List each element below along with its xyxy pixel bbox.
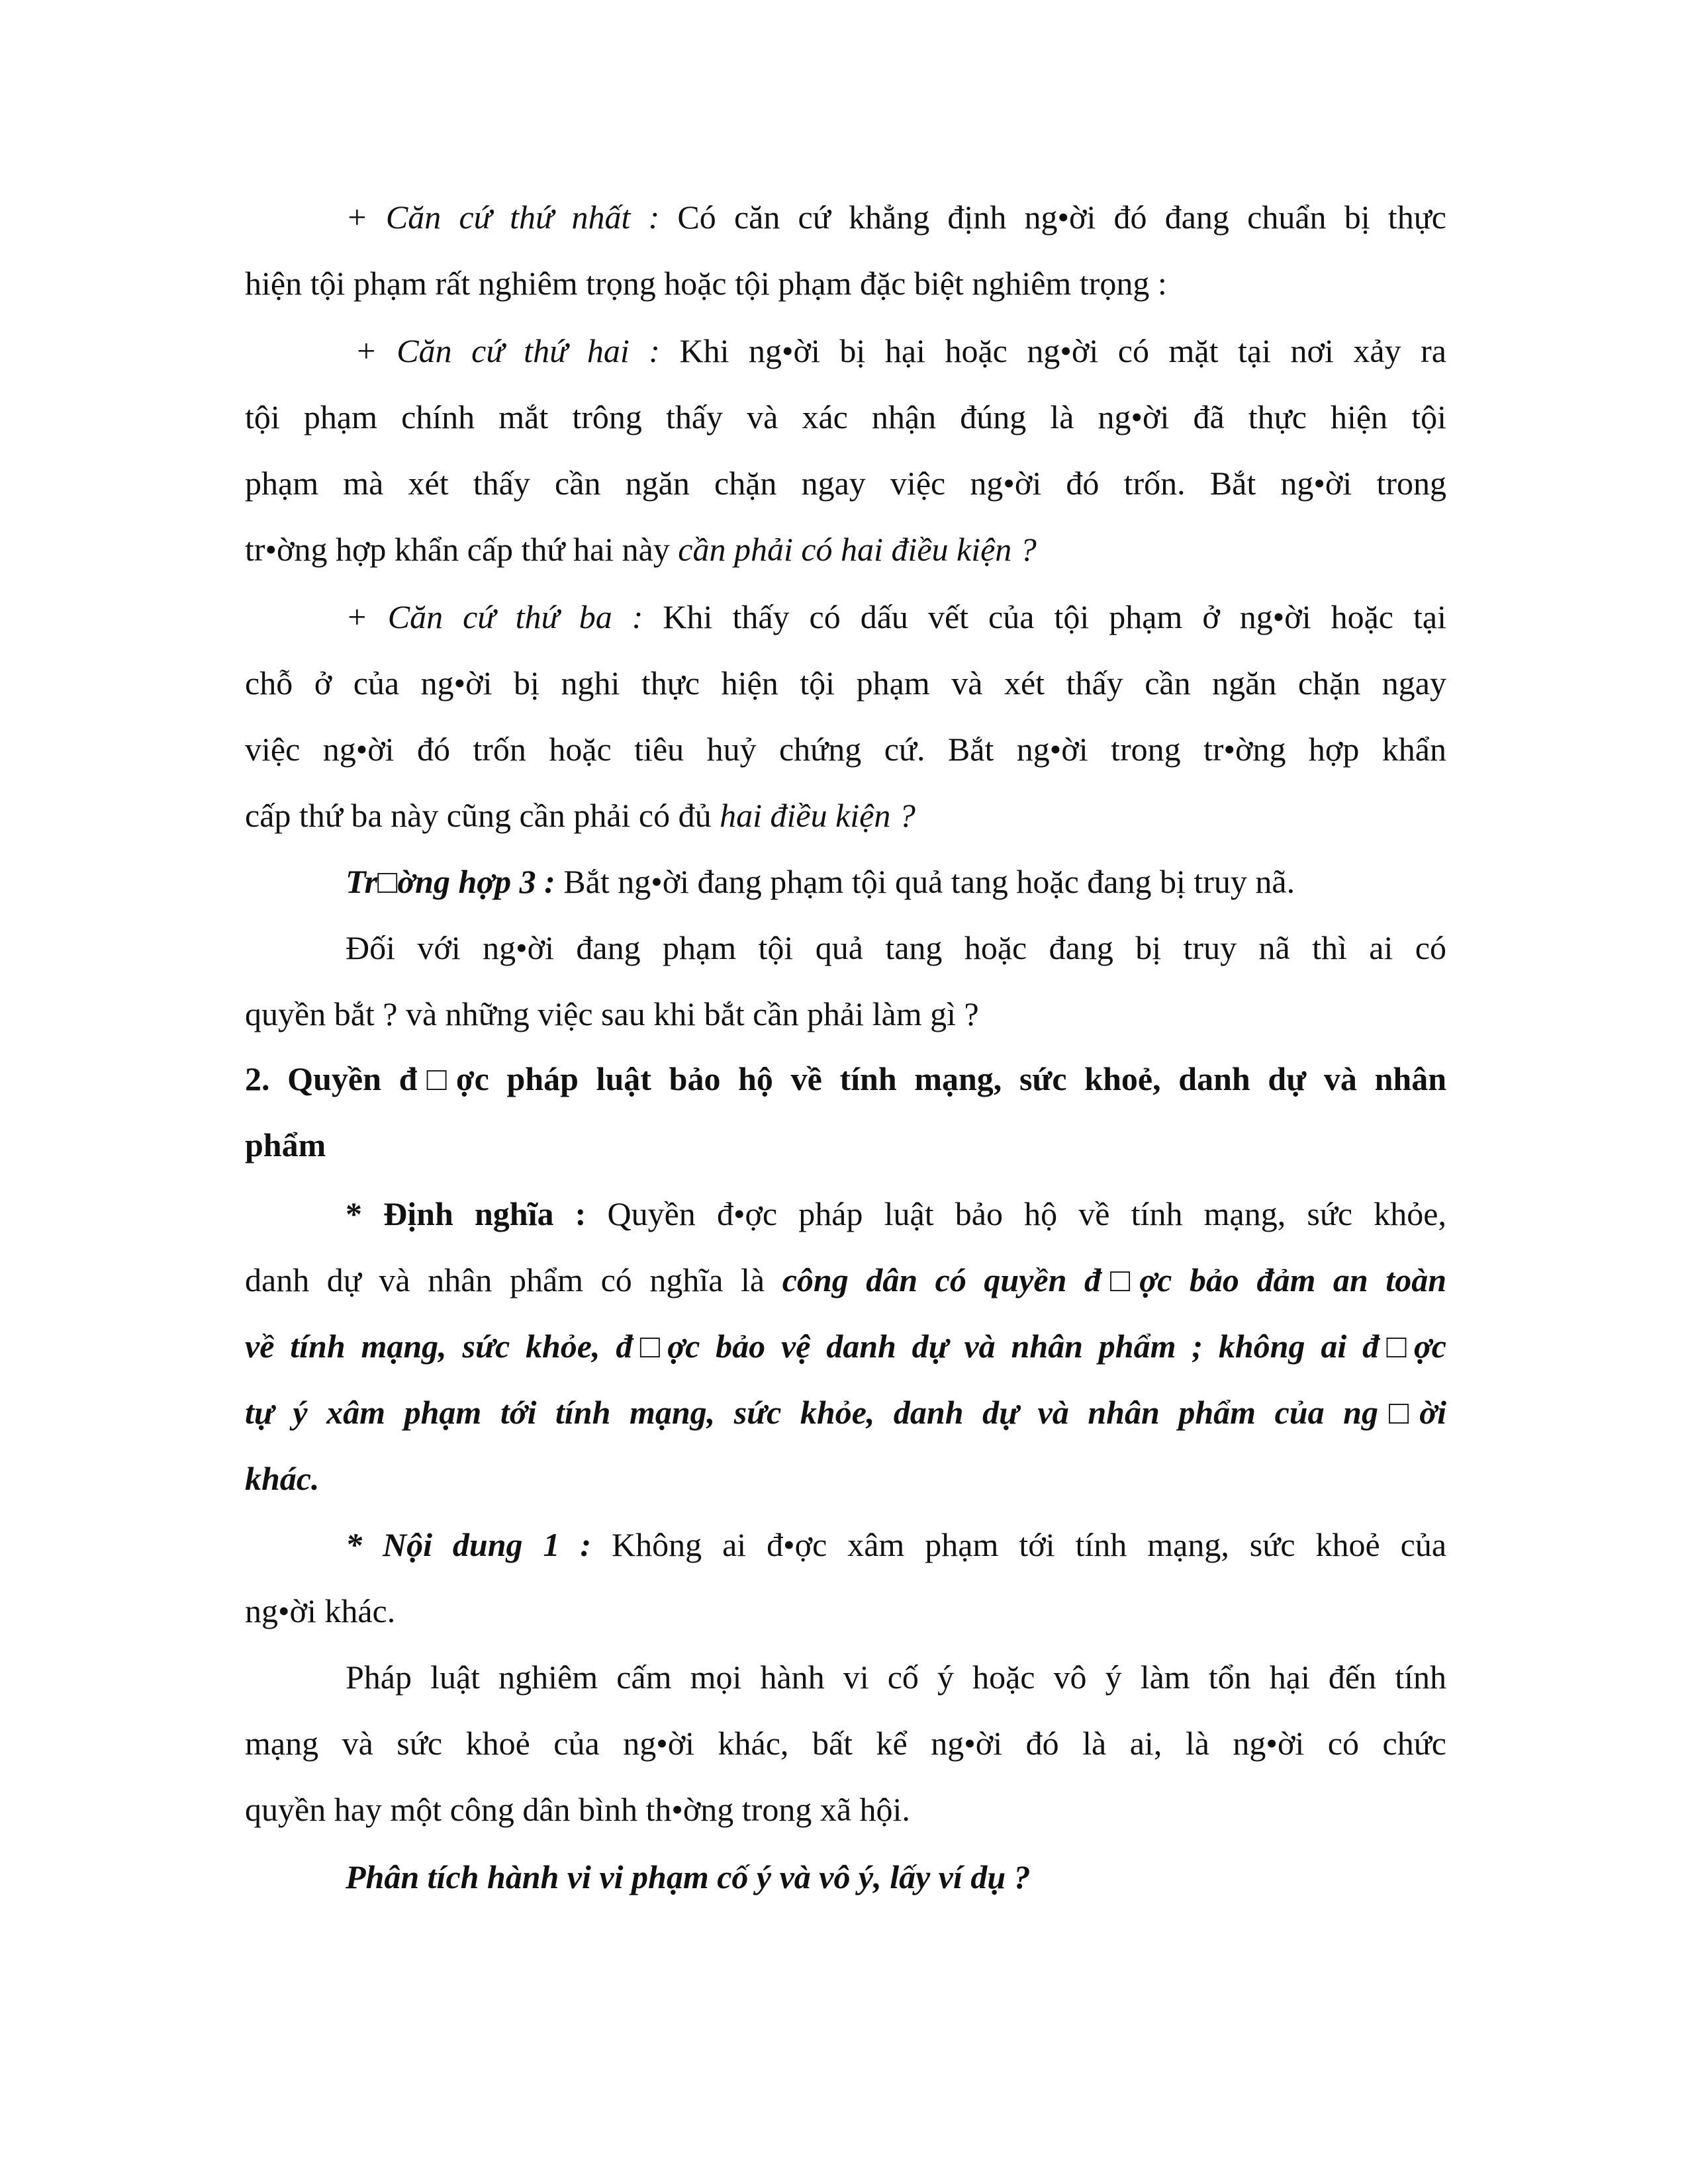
p2-line-4-text: tr•ờng hợp khẩn cấp thứ hai này bbox=[245, 531, 679, 568]
p3-line-4-italic: hai điều kiện ? bbox=[720, 797, 915, 834]
p4-text: Bắt ng•ời đang phạm tội quả tang hoặc đang bị truy nã. bbox=[555, 863, 1295, 900]
p2-line-3: phạm mà xét thấy cần ngăn chặn ngay việc ng•ời đó trốn. Bắt ng•ời trong bbox=[245, 465, 1446, 502]
p9-line-1: Phân tích hành vi vi phạm cố ý và vô ý, lấy ví dụ ? bbox=[346, 1858, 1031, 1895]
p5-line-2: quyền bắt ? và những việc sau khi bắt cần phải làm gì ? bbox=[245, 995, 979, 1032]
p6-line-2-bold-italic: công dân có quyền đ□ợc bảo đảm an toàn bbox=[782, 1261, 1447, 1298]
p6-line-2-text: danh dự và nhân phẩm có nghĩa là bbox=[245, 1261, 782, 1298]
p2-text: Khi ng•ời bị hại hoặc ng•ời có mặt tại nơi xảy ra bbox=[659, 332, 1446, 369]
section-heading-line-2: phẩm bbox=[245, 1126, 326, 1163]
p2-line-4-italic: cần phải có hai điều kiện ? bbox=[678, 531, 1037, 568]
p6-line-5: khác. bbox=[245, 1460, 320, 1497]
p8-line-3: quyền hay một công dân bình th•ờng trong xã hội. bbox=[245, 1791, 910, 1828]
p3-line-2: chỗ ở của ng•ời bị nghi thực hiện tội phạm và xét thấy cần ngăn chặn ngay bbox=[245, 664, 1446, 702]
p4-line-1 bbox=[346, 862, 1446, 901]
p6-line-2 bbox=[245, 1260, 1446, 1300]
p8-line-1: Pháp luật nghiêm cấm mọi hành vi cố ý hoặc vô ý làm tổn hại đến tính bbox=[346, 1659, 1446, 1696]
p2-line-2: tội phạm chính mắt trông thấy và xác nhận đúng là ng•ời đã thực hiện tội bbox=[245, 398, 1446, 435]
p6-line-3: về tính mạng, sức khỏe, đ□ợc bảo vệ danh dự và nhân phẩm ; không ai đ□ợc bbox=[245, 1328, 1446, 1365]
p6-line-4: tự ý xâm phạm tới tính mạng, sức khỏe, danh dự và nhân phẩm của ng□ời bbox=[245, 1394, 1446, 1431]
section-heading-line-1: 2. Quyền đ□ợc pháp luật bảo hộ về tính mạng, sức khoẻ, danh dự và nhân bbox=[245, 1060, 1446, 1097]
p6-line-1 bbox=[346, 1194, 1446, 1234]
p2-label: + Căn cứ thứ hai : bbox=[355, 332, 660, 369]
p5-line-1: Đối với ng•ời đang phạm tội quả tang hoặc đang bị truy nã thì ai có bbox=[346, 929, 1446, 966]
p1-label: + Căn cứ thứ nhất : bbox=[346, 199, 660, 236]
p7-line-2: ng•ời khác. bbox=[245, 1592, 396, 1629]
p3-line-3: việc ng•ời đó trốn hoặc tiêu huỷ chứng cứ. Bắt ng•ời trong tr•ờng hợp khẩn bbox=[245, 731, 1446, 768]
p1-text: Có căn cứ khẳng định ng•ời đó đang chuẩn bị thực bbox=[659, 199, 1446, 236]
p6-label: * Định nghĩa : bbox=[346, 1195, 586, 1232]
p7-line-1 bbox=[346, 1525, 1446, 1565]
p3-label: + Căn cứ thứ ba : bbox=[346, 598, 643, 635]
p2-line-4 bbox=[245, 529, 1446, 569]
p3-line-4-text: cấp thứ ba này cũng cần phải có đủ bbox=[245, 797, 720, 834]
p1-line-1 bbox=[346, 197, 1446, 237]
p3-text: Khi thấy có dấu vết của tội phạm ở ng•ời hoặc tại bbox=[643, 598, 1446, 635]
p7-label: * Nội dung 1 : bbox=[346, 1526, 592, 1563]
p3-line-4 bbox=[245, 796, 1446, 835]
p2-line-1 bbox=[355, 331, 1446, 371]
p8-line-2: mạng và sức khoẻ của ng•ời khác, bất kể ng•ời đó là ai, là ng•ời có chức bbox=[245, 1725, 1446, 1762]
p6-text: Quyền đ•ợc pháp luật bảo hộ về tính mạng, sức khỏe, bbox=[586, 1195, 1446, 1232]
p3-line-1 bbox=[346, 597, 1446, 637]
p7-text: Không ai đ•ợc xâm phạm tới tính mạng, sức khoẻ của bbox=[591, 1526, 1447, 1563]
p1-line-2: hiện tội phạm rất nghiêm trọng hoặc tội phạm đặc biệt nghiêm trọng : bbox=[245, 265, 1167, 302]
p4-label: Tr□ờng hợp 3 : bbox=[346, 863, 555, 900]
